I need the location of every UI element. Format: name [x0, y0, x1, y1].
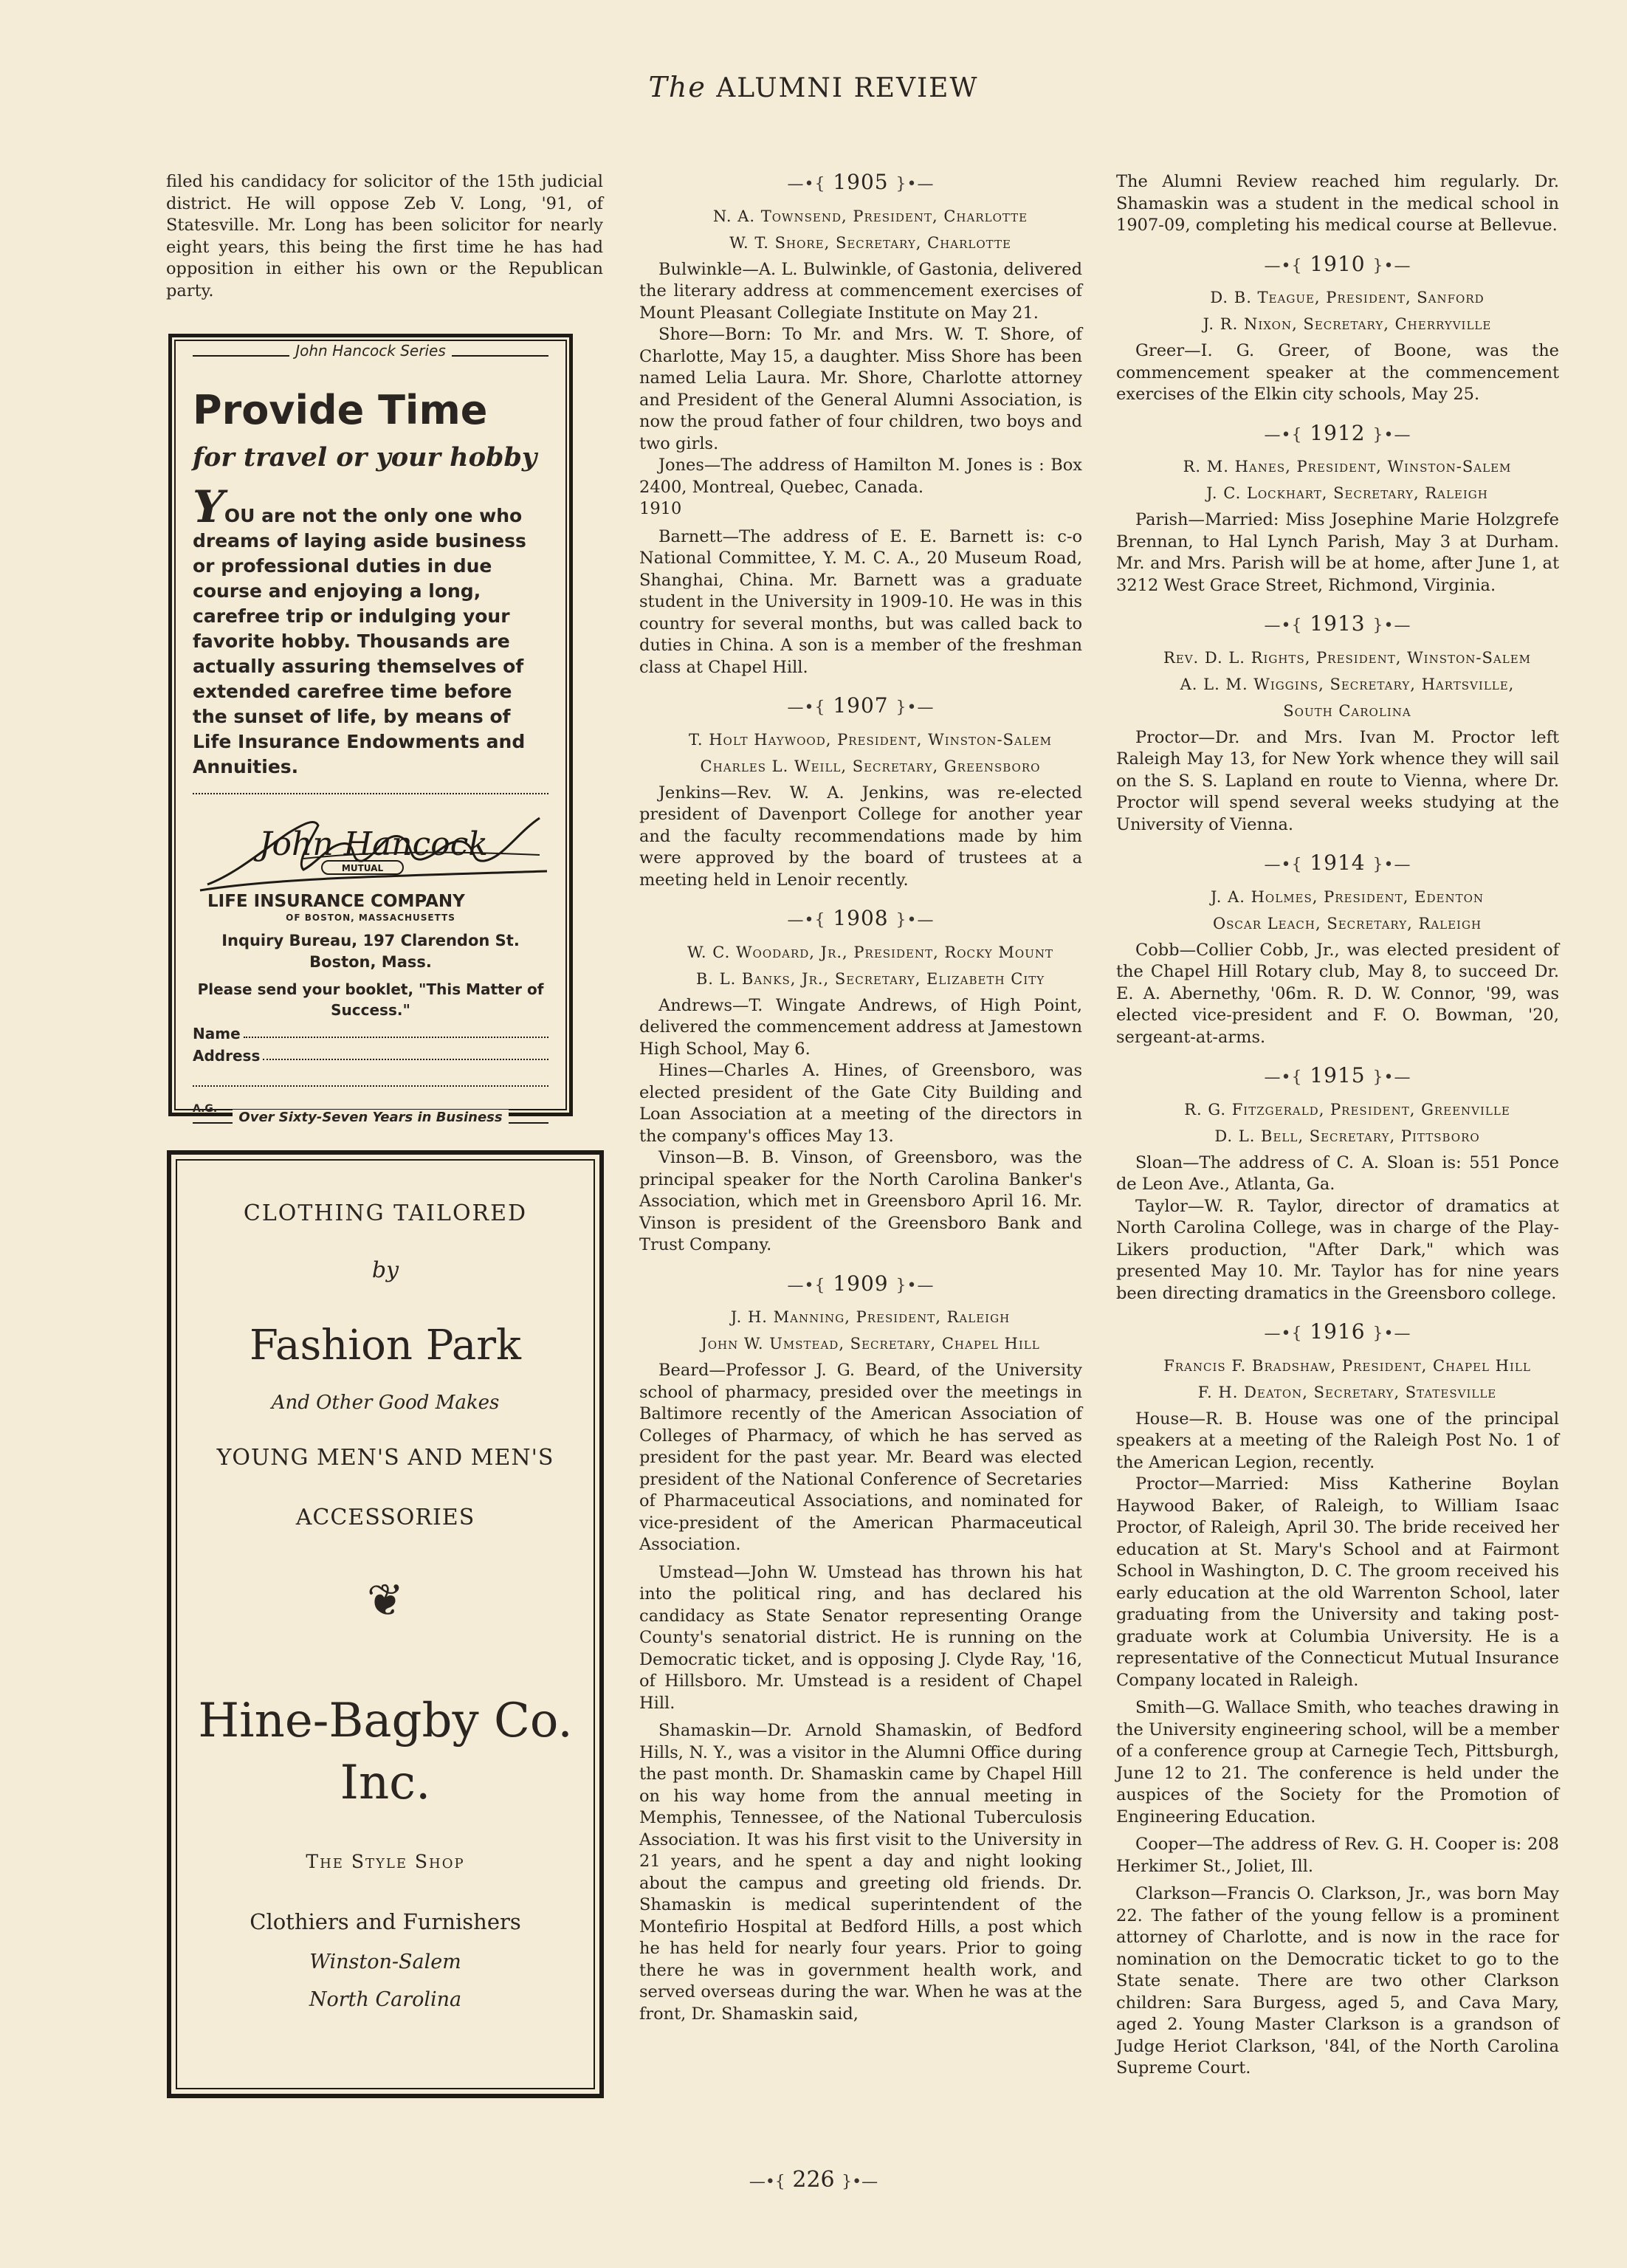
ad-city: Winston-Salem	[309, 1951, 461, 1973]
ad-state: North Carolina	[309, 1988, 462, 2011]
paragraph: House—R. B. House was one of the principal speakers at a meeting of the Raleigh Post No. 1 of the American Legion, recently.	[1116, 1409, 1559, 1472]
paragraph: The Alumni Review reached him regularly. Dr. Shamaskin was a student in the medical school in 1907-09, completing his medical course at Bellevue.	[1116, 172, 1559, 235]
column-middle	[639, 171, 1082, 2031]
class-secretary: J. R. Nixon, Secretary, Cherryville	[1203, 315, 1492, 333]
paragraph: Barnett—The address of E. E. Barnett is: c-o National Committee, Y. M. C. A., 20 Museum Road, Shanghai, China. Mr. Barnett was a graduate student in the University in 1909-10. He was in this country for several months, but was called back to duties in China. A son is a member of the freshman class at Chapel Hill.	[639, 526, 1082, 677]
class-president: T. Holt Haywood, President, Winston-Salem	[688, 730, 1053, 749]
ad-request-text: Please send your booklet, "This Matter of Success."	[197, 980, 544, 1019]
class-secretary: Oscar Leach, Secretary, Raleigh	[1212, 914, 1482, 932]
dotted-divider	[193, 793, 548, 794]
paragraph: Umstead—John W. Umstead has thrown his hat into the political ring, and has declared his candidacy as State Senator representing Orange County's senatorial district. He is running on the Democratic ticket, and is opposing J. Clyde Ray, '16, of Hillsboro. Mr. Umstead is a resident of Chapel Hill.	[639, 1562, 1082, 1713]
ad-line-by: by	[371, 1257, 399, 1283]
class-president: Rev. D. L. Rights, President, Winston-Salem	[1163, 648, 1532, 667]
ad-body-text: OU are not the only one who dreams of laying aside business or professional duties in due course and enjoying a long, carefree trip or indulging your favorite hobby. Thousands are actually assuring themselves of extended carefree time before the sunset of life, by means of Life Insurance Endowments and Annuities.	[193, 505, 526, 777]
paragraph: Proctor—Married: Miss Katherine Boylan Haywood Baker, of Raleigh, to William Isaac Proctor, of Raleigh, April 30. The bride received her education at St. Mary's School and at Fairmont School in Washington, D. C. The groom received his early education at the old Warrenton School, later graduating from the University and taking post-graduate work at Columbia University. He is a representative of the Connecticut Mutual Insurance Company located in Raleigh.	[1116, 1474, 1559, 1690]
ad-line-accessories: ACCESSORIES	[295, 1505, 475, 1530]
paragraph: Cobb—Collier Cobb, Jr., was elected president of the Chapel Hill Rotary club, May 8, to succeed Dr. E. A. Abernethy, '06m. R. D. W. Connor, '99, was elected vice-president and F. O. Bowman, '20, sergeant-at-arms.	[1116, 940, 1559, 1047]
class-president: R. M. Hanes, President, Winston-Salem	[1183, 458, 1512, 475]
ad-clothiers: Clothiers and Furnishers	[250, 1909, 521, 1934]
name-field-label: Name	[193, 1025, 241, 1042]
paragraph: Parish—Married: Miss Josephine Marie Holzgrefe Brennan, to Hal Lynch Parish, May 3 at Durham. Mr. and Mrs. Parish will be at home, after June 1, at 3212 West Grace Street, Richmond, Virginia.	[1116, 510, 1559, 595]
ad-line-other-makes: And Other Good Makes	[271, 1392, 500, 1414]
paragraph: Jenkins—Rev. W. A. Jenkins, was re-elected president of Davenport College for another year and the faculty recommendations made by him were approved by the board of trustees at a meeting held in Lenoir recently.	[639, 783, 1082, 890]
ad-code: A.G.	[193, 1103, 218, 1115]
class-secretary-location: South Carolina	[1283, 701, 1411, 720]
paragraph: Bulwinkle—A. L. Bulwinkle, of Gastonia, delivered the literary address at commencement exercises of Mount Pleasant Collegiate Institute on May 21.	[639, 259, 1082, 323]
paragraph: Cooper—The address of Rev. G. H. Cooper is: 208 Herkimer St., Joliet, Ill.	[1116, 1835, 1559, 1876]
ad-company-line1: Hine-Bagby Co.	[198, 1694, 573, 1748]
blank-field-line	[193, 1085, 548, 1087]
ad-inquiry-line1: Inquiry Bureau, 197 Clarendon St.	[221, 932, 520, 949]
class-year-heading: —•{ 1916 }•—	[1264, 1319, 1411, 1344]
ad-company-name	[171, 1690, 599, 1814]
paragraph: Clarkson—Francis O. Clarkson, Jr., was born May 22. The father of the young fellow is a prominent attorney of Charlotte, and is now in the race for nomination on the Democratic ticket to go to the State senate. There are two other Clarkson children: Sara Burgess, aged 5, and Cava Mary, aged 2. Young Master Clarkson is a grandson of Judge Heriot Clarkson, '84l, of the North Carolina Supreme Court.	[1116, 1884, 1559, 2078]
class-year-heading: —•{ 1912 }•—	[1264, 420, 1411, 445]
class-secretary: D. L. Bell, Secretary, Pittsboro	[1214, 1127, 1480, 1145]
inline-year: 1910	[639, 499, 682, 518]
column-right	[1116, 171, 1559, 2086]
ad-brand-name: Fashion Park	[250, 1322, 521, 1370]
ad-inquiry-address	[193, 930, 548, 973]
page-header	[0, 71, 1627, 103]
paragraph: Andrews—T. Wingate Andrews, of High Point, delivered the commencement address at Jamestown High School, May 6.	[639, 995, 1082, 1059]
paragraph: filed his candidacy for solicitor of the 15th judicial district. He will oppose Zeb V. Long, '91, of Statesville. Mr. Long has been solicitor for nearly eight years, this being the first time he has had opposition in either his own or the Republican party.	[166, 172, 603, 300]
class-secretary: F. H. Deaton, Secretary, Statesville	[1197, 1383, 1497, 1401]
name-field	[193, 1025, 548, 1042]
address-field-label: Address	[193, 1047, 261, 1065]
hine-bagby-ad	[167, 1150, 604, 2098]
class-secretary: W. T. Shore, Secretary, Charlotte	[729, 233, 1011, 252]
class-year-heading: —•{ 1907 }•—	[787, 693, 935, 718]
class-year-heading: —•{ 1913 }•—	[1264, 611, 1411, 636]
john-hancock-ad	[168, 334, 573, 1125]
class-president: Francis F. Bradshaw, President, Chapel Hill	[1163, 1356, 1531, 1375]
paragraph: Smith—G. Wallace Smith, who teaches drawing in the University engineering school, will be a member of a conference group at Carnegie Tech, Pittsburgh, June 12 to 21. The conference is held under the auspices of the Society for the Promotion of Engineering Education.	[1116, 1698, 1559, 1827]
class-secretary: Charles L. Weill, Secretary, Greensboro	[700, 757, 1041, 775]
ad-company-name: LIFE INSURANCE COMPANY	[207, 892, 465, 911]
hancock-signature-logo	[193, 803, 548, 892]
paragraph: Proctor—Dr. and Mrs. Ivan M. Proctor left Raleigh May 13, for New York whence they will sail on the S. S. Lapland en route to Vienna, where Dr. Proctor will spend several weeks studying at the University of Vienna.	[1116, 727, 1559, 834]
header-title: ALUMNI REVIEW	[716, 73, 979, 103]
ad-company-line2: Inc.	[340, 1756, 431, 1810]
column-left	[166, 171, 603, 308]
paragraph: Hines—Charles A. Hines, of Greensboro, was elected president of the Gate City Building and Loan Association at a meeting of the directors in the company's offices May 13.	[639, 1061, 1082, 1146]
paragraph: Beard—Professor J. G. Beard, of the University school of pharmacy, presided over the meetings in Baltimore recently of the American Association of Colleges of Pharmacy, of which he has served as president for the past year. Mr. Beard was elected president of the National Conference of Secretaries of Pharmaceutical Associations, and nominated for vice-president of the American Pharmaceutical Association.	[639, 1361, 1082, 1554]
class-year-heading: —•{ 1909 }•—	[787, 1271, 935, 1296]
ornament-icon: ❦	[366, 1575, 405, 1626]
ad-line-clothing: CLOTHING TAILORED	[243, 1200, 528, 1226]
ad-series-label: John Hancock Series	[193, 348, 548, 357]
class-year-heading: —•{ 1908 }•—	[787, 906, 935, 930]
paragraph: Taylor—W. R. Taylor, director of dramatics at North Carolina College, was in charge of the Play-Likers production, "After Dark," which was presented May 10. Mr. Taylor has for nine years been directing dramatics in the Greensboro college.	[1116, 1196, 1559, 1303]
class-secretary: John W. Umstead, Secretary, Chapel Hill	[701, 1335, 1040, 1353]
ad-headline: Provide Time	[193, 387, 488, 433]
address-field	[193, 1047, 548, 1065]
svg-text:John Hancock: John Hancock	[258, 825, 489, 863]
ad-style-shop: The Style Shop	[306, 1851, 465, 1872]
class-secretary: A. L. M. Wiggins, Secretary, Hartsville,	[1180, 675, 1515, 693]
ad-inquiry-line2: Boston, Mass.	[309, 953, 432, 971]
paragraph: Vinson—B. B. Vinson, of Greensboro, was the principal speaker for the North Carolina Banker's Association, which met in Greensboro April 16. Mr. Vinson is president of the Greensboro Bank and Trust Company.	[639, 1148, 1082, 1254]
page-number: —•{ 226 }•—	[749, 2167, 878, 2193]
paragraph: Shore—Born: To Mr. and Mrs. W. T. Shore, of Charlotte, May 15, a daughter. Miss Shore has been named Lelia Laura. Mr. Shore, Charlotte attorney and President of the General Alumni Association, is now the proud father of four children, two boys and two girls.	[639, 325, 1082, 453]
class-president: J. A. Holmes, President, Edenton	[1210, 887, 1485, 906]
class-president: J. H. Manning, President, Raleigh	[730, 1308, 1011, 1326]
ad-years-tagline: Over Sixty-Seven Years in Business	[193, 1115, 548, 1124]
ad-company-location: OF BOSTON, MASSACHUSETTS	[286, 913, 455, 923]
class-year-heading: —•{ 1915 }•—	[1264, 1063, 1411, 1087]
ad-body	[193, 481, 548, 780]
class-president: N. A. Townsend, President, Charlotte	[712, 207, 1028, 225]
class-president: W. C. Woodard, Jr., President, Rocky Mount	[687, 943, 1053, 961]
svg-text:MUTUAL: MUTUAL	[341, 863, 384, 873]
class-president: R. G. Fitzgerald, President, Greenville	[1184, 1100, 1510, 1118]
ad-subheadline: for travel or your hobby	[193, 442, 537, 472]
class-year-heading: —•{ 1914 }•—	[1264, 850, 1411, 875]
paragraph: Greer—I. G. Greer, of Boone, was the commencement speaker at the commencement exercises of the Elkin city schools, May 25.	[1116, 341, 1559, 404]
paragraph: Shamaskin—Dr. Arnold Shamaskin, of Bedford Hills, N. Y., was a visitor in the Alumni Office during the past month. Dr. Shamaskin came by Chapel Hill on his way home from the annual meeting in Memphis, Tennessee, of the National Tuberculosis Association. It was his first visit to the University in 21 years, and he spent a day and night looking about the campus and greeting old friends. Dr. Shamaskin is medical superintendent of the Montefirio Hospital at Bedford Hills, a post which he has held for nearly four years. Prior to going there he was in government health work, and served overseas during the war. When he was at the front, Dr. Shamaskin said,	[639, 1721, 1082, 2024]
class-year-heading: —•{ 1905 }•—	[787, 170, 935, 194]
class-president: D. B. Teague, President, Sanford	[1210, 289, 1485, 306]
header-the: The	[648, 71, 706, 103]
paragraph: Jones—The address of Hamilton M. Jones is : Box 2400, Montreal, Quebec, Canada.	[639, 456, 1082, 497]
class-year-heading: —•{ 1910 }•—	[1264, 251, 1411, 276]
class-secretary: J. C. Lockhart, Secretary, Raleigh	[1206, 484, 1488, 502]
signature-icon	[193, 803, 554, 892]
class-secretary: B. L. Banks, Jr., Secretary, Elizabeth City	[695, 969, 1045, 988]
ad-drop-cap: Y	[193, 481, 224, 533]
ad-line-young-men: YOUNG MEN'S AND MEN'S	[216, 1445, 554, 1471]
paragraph: Sloan—The address of C. A. Sloan is: 551 Ponce de Leon Ave., Atlanta, Ga.	[1116, 1152, 1559, 1194]
